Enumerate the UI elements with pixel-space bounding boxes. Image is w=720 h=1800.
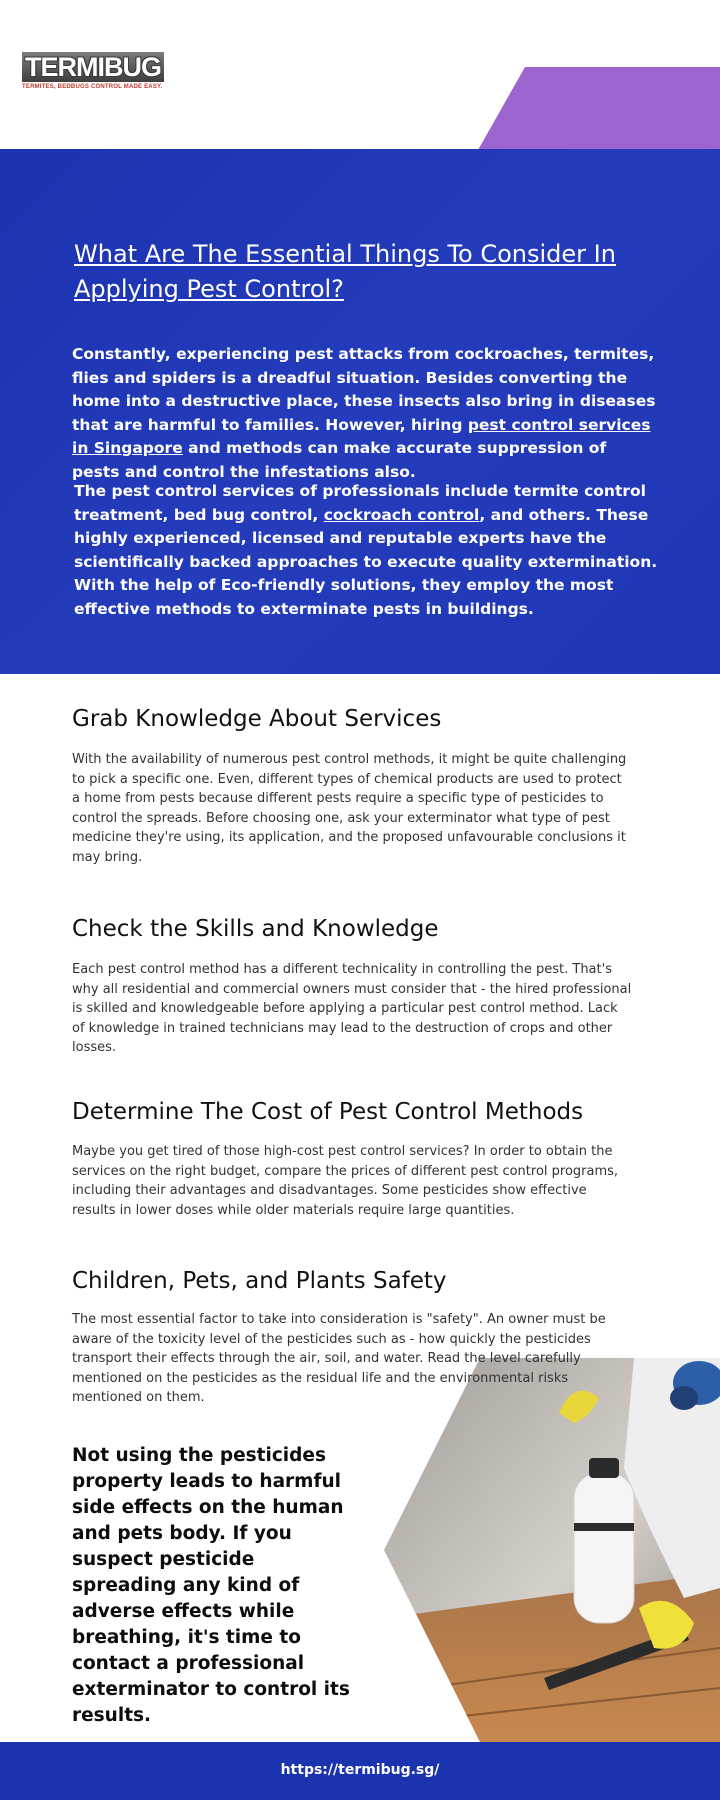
- hero-title: What Are The Essential Things To Consider In Applying Pest Control?: [74, 240, 616, 303]
- section-heading-safety: Children, Pets, and Plants Safety: [72, 1268, 447, 1294]
- logo-tagline: TERMITES, BEDBUGS CONTROL MADE EASY.: [22, 84, 163, 90]
- section-heading-services: Grab Knowledge About Services: [72, 706, 442, 732]
- hero-p2-text: The pest control services of professionals include termite control treatment, bed bug control,: [74, 482, 646, 524]
- hero-section: [0, 149, 720, 674]
- header-accent-shape: [0, 0, 720, 150]
- website-url[interactable]: https://termibug.sg/: [280, 1762, 440, 1778]
- section-body-cost: Maybe you get tired of those high-cost pest control services? In order to obtain the services on the right budget, compare the prices of different pest control programs, including their advantages and disadvantages. Some pesticides show effective results in lower doses while older materials require large quantities.: [72, 1144, 619, 1218]
- warning-callout: Not using the pesticides property leads to harmful side effects on the human and pets body. If you suspect pesticide spreading any kind of adverse effects while breathing, it's time to contact a professional exterminator to control its results.: [72, 1445, 350, 1726]
- section-body-skills: Each pest control method has a different technicality in controlling the pest. That's why all residential and commercial owners must consider that - the hired professional is skilled and knowledgeable before applying a particular pest control method. Lack of knowledge in trained technicians may lead to the destruction of crops and other losses.: [72, 962, 632, 1056]
- section-body-services: With the availability of numerous pest control methods, it might be quite challenging to pick a specific one. Even, different types of chemical products are used to protect a home from pests because different pests require a specific type of pesticides to control the spreads. Before choosing one, ask your exterminator what type of pest medicine they're using, its application, and the proposed unfavourable conclusions it may bring.: [72, 752, 627, 865]
- logo-wordmark: TERMIBUG: [22, 52, 164, 82]
- cockroach-control-link[interactable]: cockroach control: [323, 505, 480, 524]
- hero-paragraph-1: [72, 343, 657, 484]
- section-heading-skills: Check the Skills and Knowledge: [72, 916, 439, 942]
- page-header: [0, 0, 720, 150]
- exterminator-photo: [384, 1358, 720, 1742]
- section-heading-cost: Determine The Cost of Pest Control Methods: [72, 1099, 584, 1125]
- page-footer: [0, 1742, 720, 1800]
- hero-p2-text-end: , and others. These highly experienced, licensed and reputable experts have the scientifically backed approaches to execute quality extermination. With the help of Eco-friendly solutions, they employ the most effective methods to exterminate pests in buildings.: [74, 505, 658, 618]
- section-body-safety: The most essential factor to take into consideration is "safety". An owner must be aware of the toxicity level of the pesticides such as - how quickly the pesticides transport their effects through the air, soil, and water. Read the level carefully mentioned on the pesticides as the residual life and the environmental risks mentioned on them.: [72, 1312, 606, 1406]
- hero-paragraph-2: [74, 480, 659, 621]
- pest-control-services-link[interactable]: pest control services in Singapore: [72, 415, 651, 457]
- hero-p1-text: Constantly, experiencing pest attacks from cockroaches, termites, flies and spiders is a dreadful situation. Besides converting the home into a destructive place, these insects also bring in diseases that are harmful to families. However, hiring: [72, 345, 656, 434]
- hero-p1-text-end: and methods can make accurate suppression of pests and control the infestations also.: [72, 439, 607, 481]
